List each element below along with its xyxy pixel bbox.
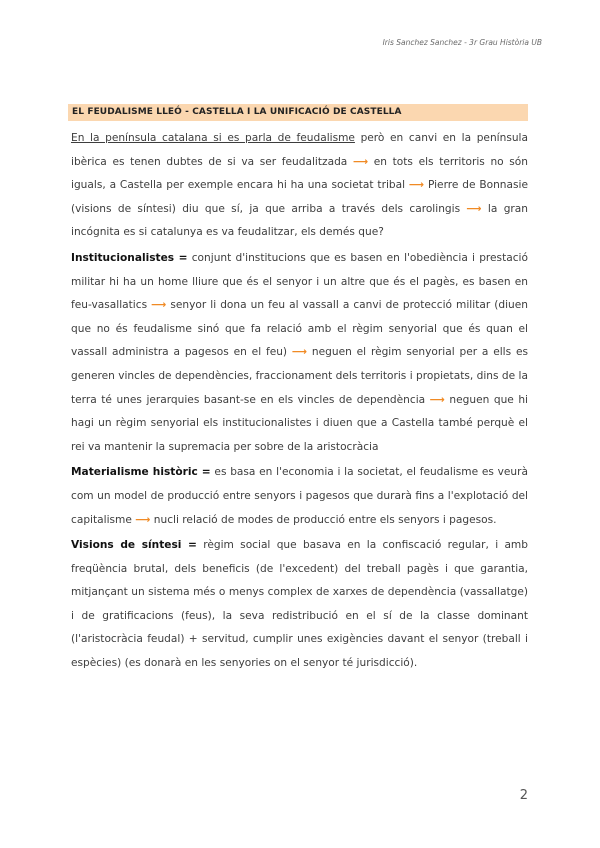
paragraph-materialisme: Materialisme històric = es basa en l'economia i la societat, el feudalisme es veurà com un model de producció entre senyors i pagesos que durarà fins a l'explotació del capitalisme ⟶ nucli relació de modes de producció entre els senyors i pagesos. bbox=[71, 466, 528, 526]
paragraph-visions-sintesi: Visions de síntesi = règim social que basava en la confiscació regular, i amb freqüència brutal, dels beneficis (de l'excedent) del treball pagès i que garantia, mitjançant un sistema més o menys complex de xarxes de dependència (vassallatge) i de gratificacions (feus), la seva redistribució en el sí de la classe dominant (l'aristocràcia feudal) + servitud, cumplir unes exigències davant el senyor (treball i espècies) (es donarà en les senyories on el senyor té jurisdicció). bbox=[71, 539, 528, 670]
body-text bbox=[71, 127, 528, 678]
arrow-icon: ⟶ bbox=[135, 513, 151, 526]
paragraph-intro: En la península catalana si es parla de feudalisme però en canvi en la península ibèrica es tenen dubtes de si va ser feudalitzada ⟶ en tots els territoris no són iguals, a Castella per exemple encara hi ha una societat tribal ⟶ Pierre de Bonnasie (visions de síntesi) diu que sí, ja que arriba a través dels carolingis ⟶ la gran incógnita es si catalunya es va feudalitzar, els demés que? bbox=[71, 132, 528, 239]
arrow-icon: ⟶ bbox=[151, 299, 167, 312]
arrow-icon: ⟶ bbox=[408, 179, 425, 192]
term-materialisme: Materialisme històric = bbox=[71, 466, 211, 479]
term-institucionalistes: Institucionalistes = bbox=[71, 251, 188, 264]
underlined-phrase: En la península catalana si es parla de feudalisme bbox=[71, 132, 355, 144]
section-title: EL FEUDALISME LLEÓ - CASTELLA I LA UNIFICACIÓ DE CASTELLA bbox=[68, 104, 528, 121]
arrow-icon: ⟶ bbox=[429, 393, 445, 406]
arrow-icon: ⟶ bbox=[291, 346, 308, 359]
page-number: 2 bbox=[519, 788, 528, 803]
term-visions-sintesi: Visions de síntesi = bbox=[71, 539, 197, 552]
arrow-icon: ⟶ bbox=[466, 202, 482, 215]
paragraph-institucionalistes: Institucionalistes = conjunt d'institucions que es basen en l'obediència i prestació militar hi ha un home lliure que és el senyor i un altre que és el pagès, es basen en feu-vasallatics ⟶ senyor li dona un feu al vassall a canvi de protecció militar (diuen que no és feudalisme sinó que fa relació amb el règim senyorial que és quan el vassall administra a pagesos en el feu) ⟶ neguen el règim senyorial per a ells es generen vincles de dependències, fraccionament dels territoris i propietats, dins de la terra té unes jerarquies basant-se en els vincles de dependència ⟶ neguen que hi hagi un règim senyorial els institucionalistes i diuen que a Castella també perquè el rei va mantenir la supremacia per sobre de la aristocràcia bbox=[71, 251, 529, 453]
arrow-icon: ⟶ bbox=[352, 155, 369, 168]
page-header: Iris Sanchez Sanchez - 3r Grau Història UB bbox=[382, 38, 542, 47]
